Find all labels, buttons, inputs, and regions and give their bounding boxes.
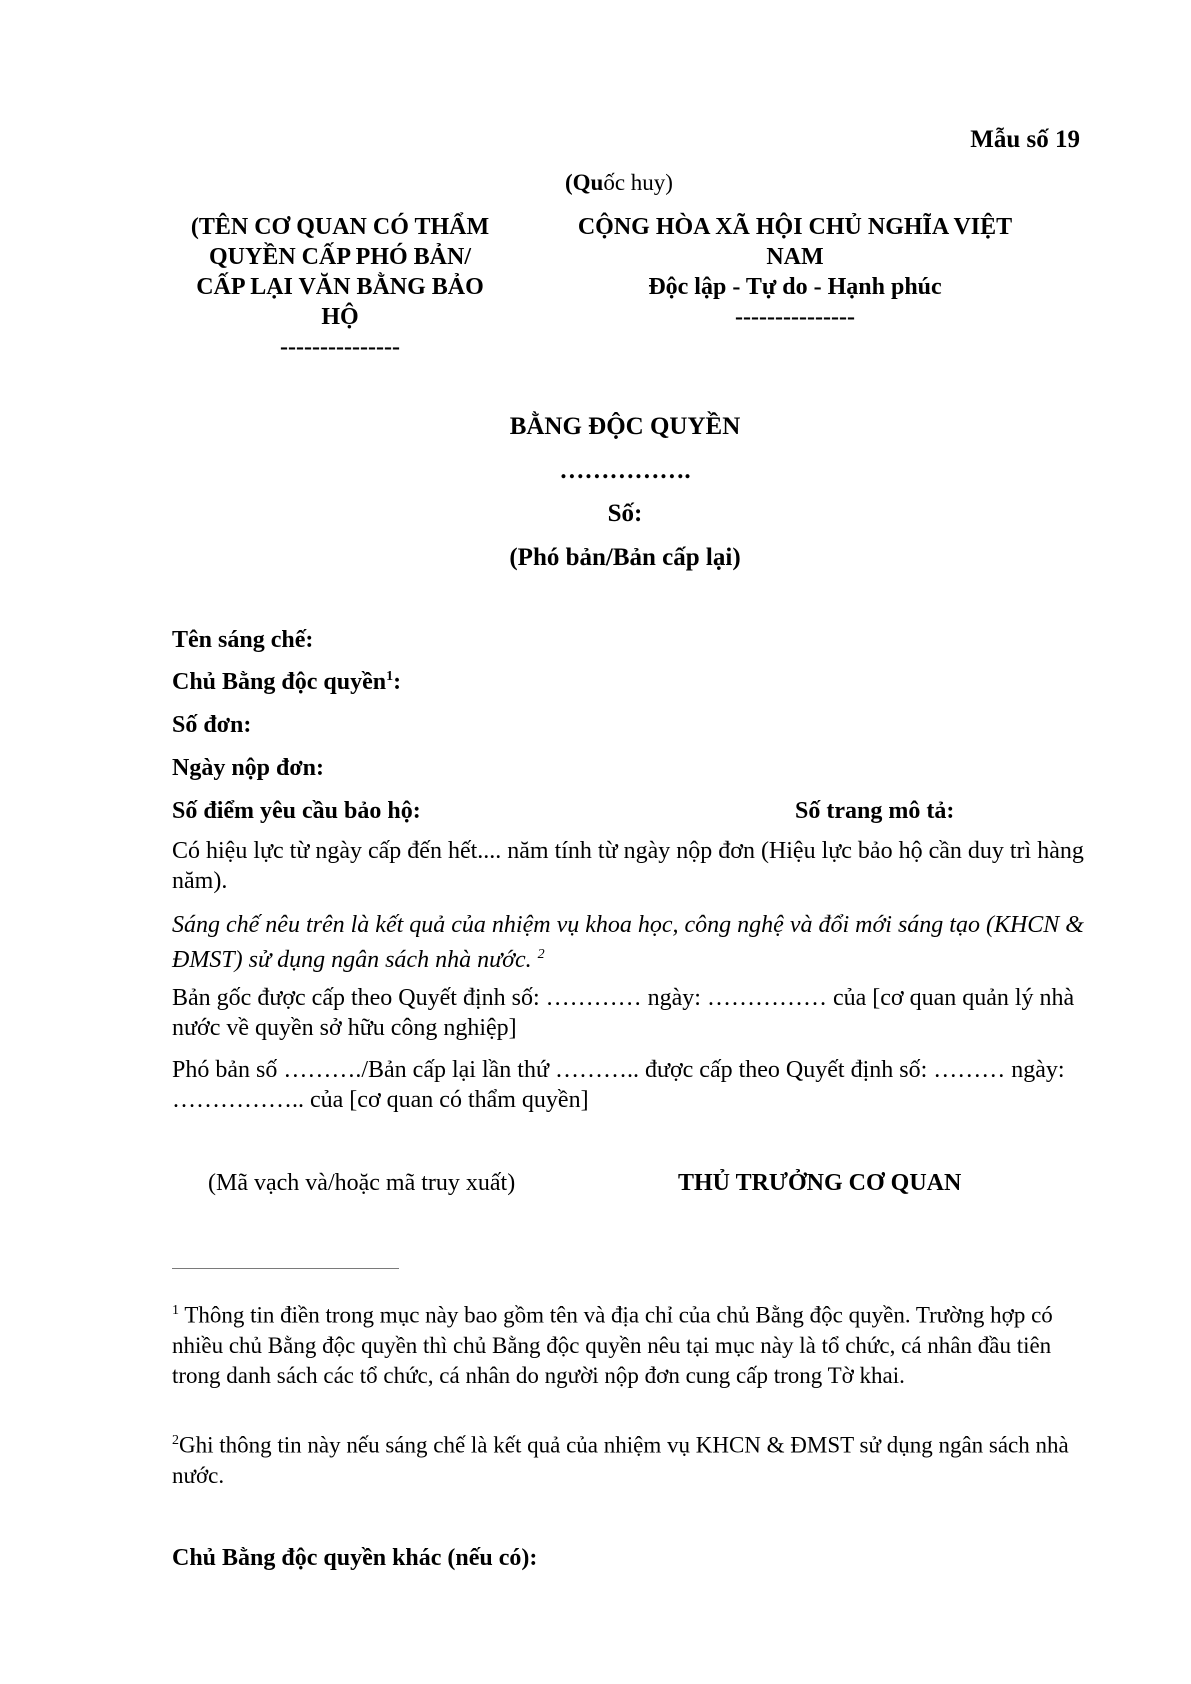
footnote-2 — [172, 1426, 1087, 1491]
filing-date-label: Ngày nộp đơn: — [172, 755, 325, 781]
certificate-kind: (Phó bản/Bản cấp lại) — [509, 544, 741, 571]
invention-name-label: Tên sáng chế: — [172, 627, 314, 653]
motto-divider: --------------- — [735, 304, 855, 330]
application-number-label: Số đơn: — [172, 712, 252, 738]
original-issued-paragraph: Bản gốc được cấp theo Quyết định số: ………… ngày: …………… của [cơ quan quản lý nhà nước về quyền sở hữu công nghiệp] — [172, 985, 1075, 1041]
other-owners-label: Chủ Bằng độc quyền khác (nếu có): — [172, 1545, 538, 1571]
agency-divider: --------------- — [280, 334, 400, 360]
form-number: Mẫu số 19 — [970, 126, 1080, 153]
footnote-divider — [172, 1268, 399, 1269]
validity-paragraph: Có hiệu lực từ ngày cấp đến hết.... năm tính từ ngày nộp đơn (Hiệu lực bảo hộ cần duy trì hàng năm). — [172, 838, 1084, 894]
description-pages-label: Số trang mô tả: — [795, 798, 955, 824]
issuing-agency-header — [170, 212, 510, 362]
agency-line: CẤP LẠI VĂN BẰNG BẢO — [196, 274, 484, 300]
footnote-2-text: Ghi thông tin này nếu sáng chế là kết quả của nhiệm vụ KHCN & ĐMST sử dụng ngân sách nhà nước. — [172, 1432, 1069, 1488]
science-note-paragraph — [172, 910, 1087, 975]
footnote-1-ref: 1 — [172, 1303, 179, 1318]
nation-line: CỘNG HÒA XÃ HỘI CHỦ NGHĨA VIỆT — [577, 214, 1013, 240]
barcode-placeholder: (Mã vạch và/hoặc mã truy xuất) — [208, 1170, 516, 1196]
agency-line: HỘ — [321, 304, 359, 330]
certificate-number-label: Số: — [607, 500, 643, 527]
emblem-rest: ốc huy) — [603, 170, 673, 195]
nation-line: NAM — [766, 244, 824, 270]
agency-line: (TÊN CƠ QUAN CÓ THẨM — [190, 214, 490, 240]
certificate-title: BẰNG ĐỘC QUYỀN — [509, 413, 741, 440]
science-note-text: Sáng chế nêu trên là kết quả của nhiệm vụ khoa học, công nghệ và đổi mới sáng tạo (KHCN & ĐMST) sử dụng ngân sách nhà nước. — [172, 912, 1084, 973]
national-emblem-placeholder — [565, 170, 673, 196]
certificate-dots: ……………. — [559, 457, 691, 484]
owner-text: Chủ Bằng độc quyền — [172, 669, 387, 695]
national-motto-header — [545, 212, 1045, 332]
agency-line: QUYỀN CẤP PHÓ BẢN/ — [208, 244, 471, 270]
emblem-bold: (Qu — [565, 170, 604, 195]
footnote-ref-2: 2 — [537, 947, 545, 962]
footnote-2-ref: 2 — [172, 1433, 179, 1448]
footnote-1 — [172, 1296, 1087, 1391]
claims-count-label: Số điểm yêu cầu bảo hộ: — [172, 798, 421, 824]
owner-label — [172, 669, 401, 696]
motto-line: Độc lập - Tự do - Hạnh phúc — [648, 274, 942, 300]
owner-colon: : — [393, 669, 402, 695]
footnote-ref-1: 1 — [386, 669, 394, 684]
footnote-1-text: Thông tin điền trong mục này bao gồm tên và địa chỉ của chủ Bằng độc quyền. Trường hợp có nhiều chủ Bằng độc quyền thì chủ Bằng độc quyền nêu tại mục này là tổ chức, cá nhân đầu tiên trong danh sách các tổ chức, cá nhân do người nộp đơn cung cấp trong Tờ khai. — [172, 1302, 1053, 1388]
copy-issued-paragraph: Phó bản số ………./Bản cấp lại lần thứ ……….. được cấp theo Quyết định số: ……… ngày: …………….. của [cơ quan có thẩm quyền] — [172, 1057, 1065, 1113]
agency-head-signature: THỦ TRƯỞNG CƠ QUAN — [678, 1170, 962, 1196]
